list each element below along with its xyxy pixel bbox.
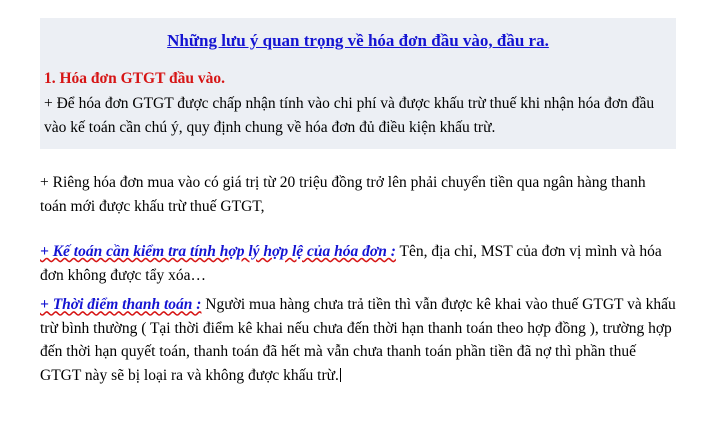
paragraph-3: [40, 240, 676, 287]
paragraph-4-lead: + Thời điểm thanh toán :: [40, 296, 202, 314]
highlighted-block: [40, 18, 676, 149]
paragraph-4-rest: Người mua hàng chưa trả tiền thì vẫn được kê khai vào thuế GTGT và khấu trừ bình thường ( Tại thời điểm kê khai nếu chưa đến thời hạn thanh toán theo hợp đồng ), trường hợp đến thời hạn quyết toán, thanh toán đã hết mà vẫn chưa thanh toán phần tiền đã nợ thì phần thuế GTGT này sẽ bị loại ra và không được khấu trừ.: [40, 296, 676, 384]
document-body: [40, 18, 676, 387]
spacer: [40, 149, 676, 171]
paragraph-3-lead: + Kế toán cần kiểm tra tính hợp lý hợp lệ của hóa đơn :: [40, 243, 396, 261]
paragraph-3-rest: Tên, địa chỉ, MST của đơn vị mình và hóa đơn không được tẩy xóa…: [40, 243, 662, 284]
spacer: [40, 218, 676, 240]
text-cursor: [340, 368, 341, 382]
section-1-heading: 1. Hóa đơn GTGT đầu vào.: [44, 69, 226, 87]
paragraph-1: + Để hóa đơn GTGT được chấp nhận tính vào chi phí và được khấu trừ thuế khi nhận hóa đơn đầu vào kế toán cần chú ý, quy định chung về hóa đơn đủ điều kiện khấu trừ.: [44, 94, 655, 136]
document-title: Những lưu ý quan trọng về hóa đơn đầu vào, đầu ra.: [167, 31, 549, 50]
paragraph-2: + Riêng hóa đơn mua vào có giá trị từ 20 triệu đồng trở lên phải chuyển tiền qua ngân hàng thanh toán mới được khấu trừ thuế GTGT,: [40, 174, 646, 215]
paragraph-4: [40, 293, 676, 387]
